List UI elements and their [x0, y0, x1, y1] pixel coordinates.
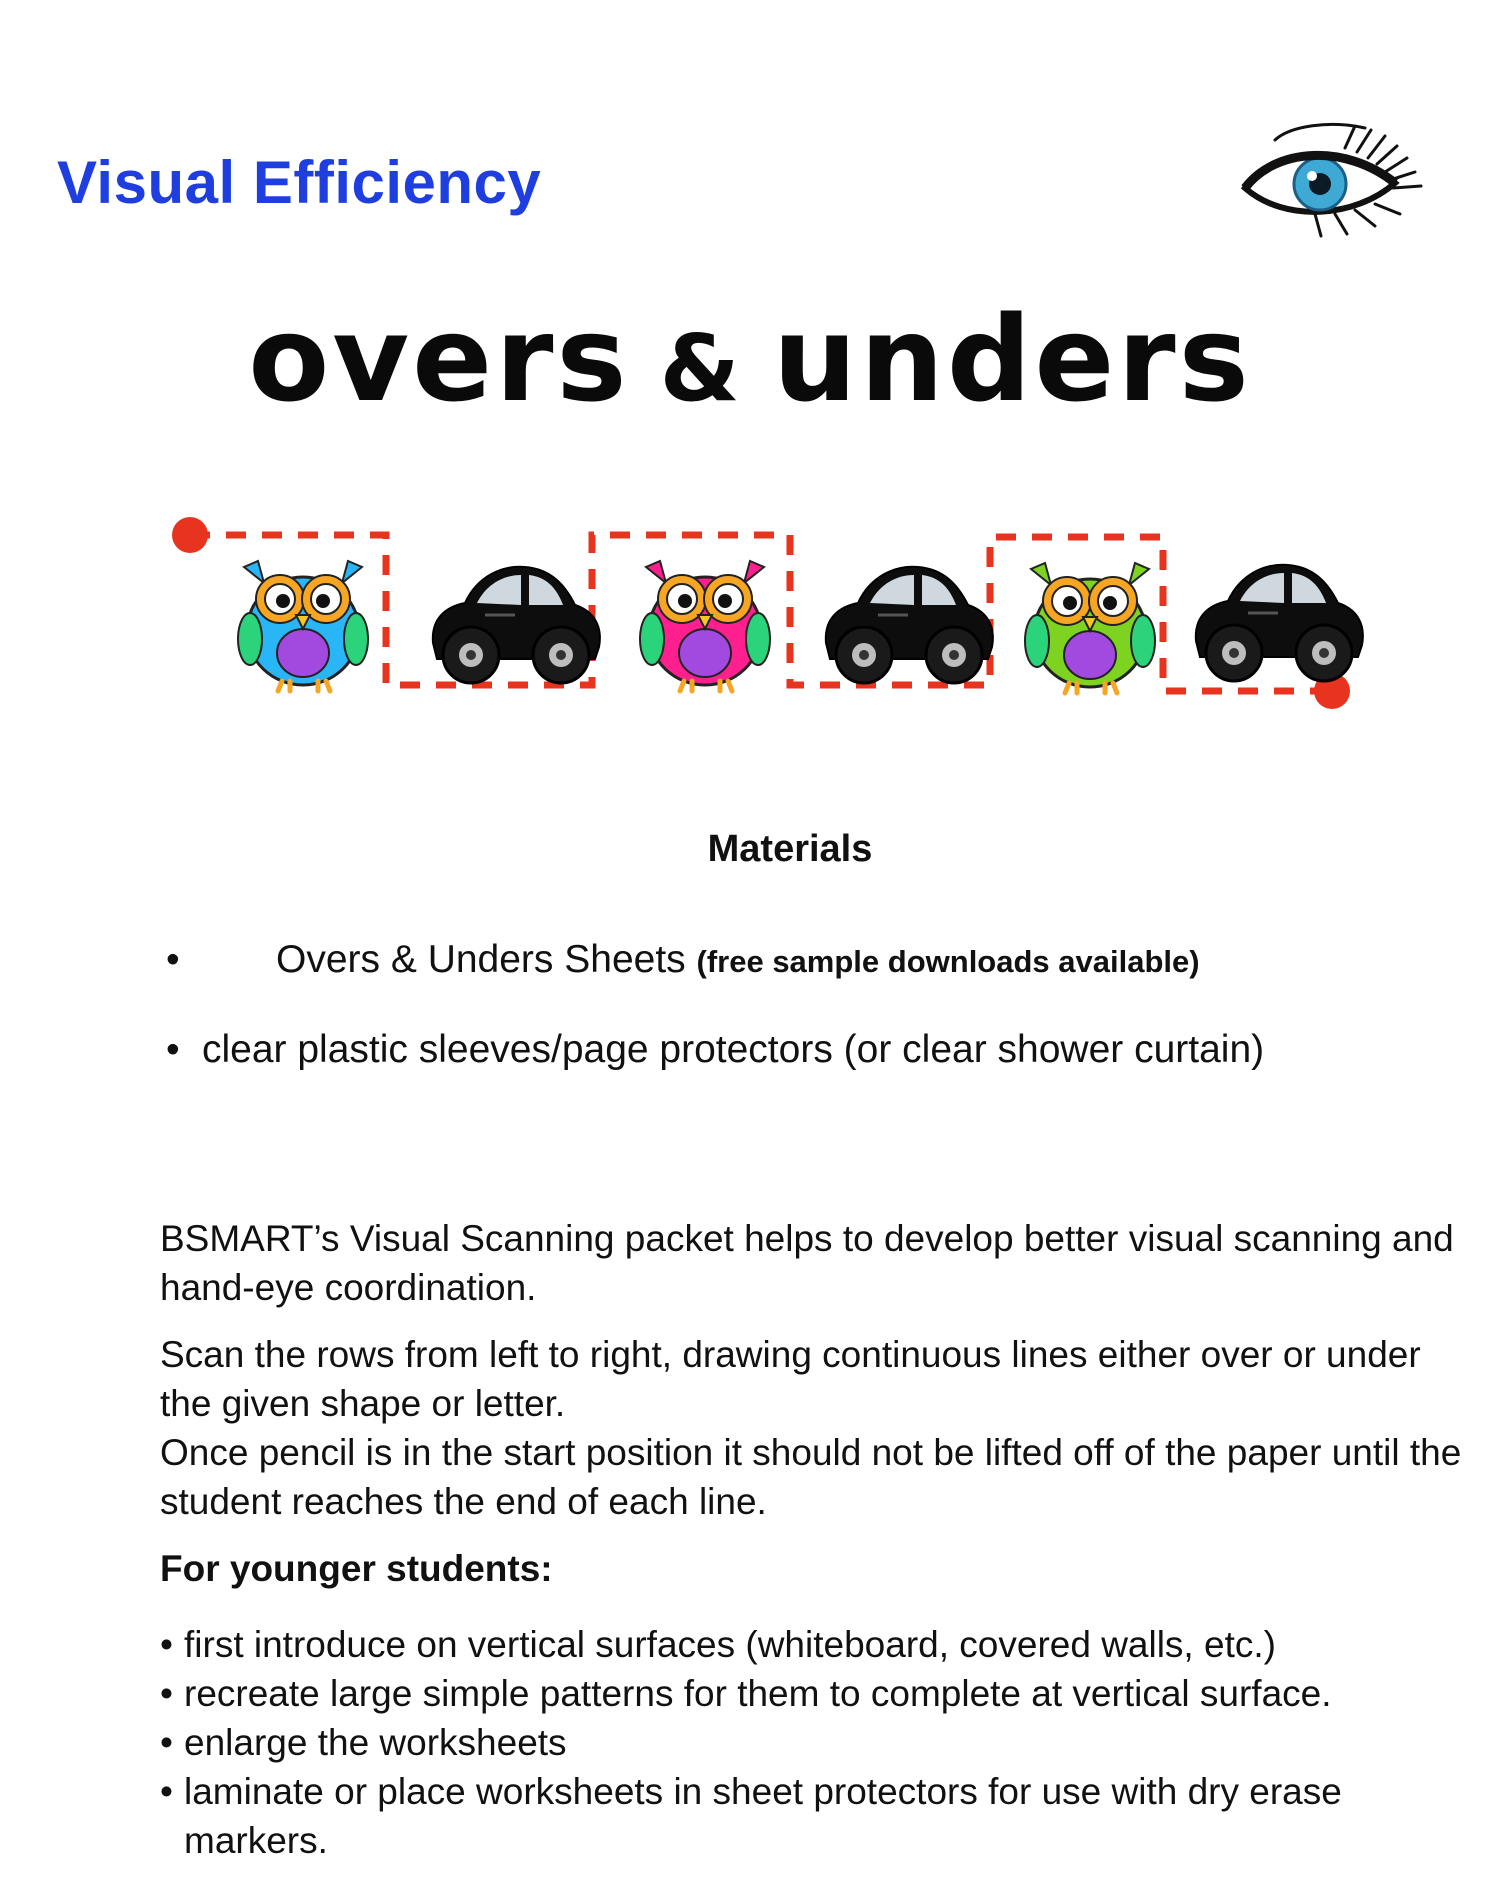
- materials-item-sheets: [166, 935, 1200, 987]
- list-item: • recreate large simple patterns for them to complete at vertical surface.: [158, 1669, 1488, 1718]
- materials-item-text: Overs & Unders Sheets: [276, 938, 697, 981]
- owl-3-icon: [1025, 563, 1155, 693]
- overs-unders-illustration: [160, 515, 1370, 720]
- brand-title: Visual Efficiency: [57, 149, 542, 216]
- car-3-icon: [1196, 565, 1363, 681]
- list-item: • enlarge the worksheets: [158, 1718, 1488, 1767]
- materials-heading: Materials: [707, 828, 873, 870]
- instructions-paragraph: [160, 1330, 1480, 1526]
- younger-students-heading: For younger students:: [160, 1548, 553, 1589]
- title-ampersand: &: [659, 315, 743, 422]
- bullet: •: [166, 938, 180, 981]
- title-word-overs: overs: [248, 290, 630, 428]
- main-title: [0, 290, 1500, 428]
- eye-icon: [1235, 118, 1425, 248]
- owl-2-icon: [640, 561, 770, 691]
- car-1-icon: [433, 567, 600, 683]
- bullet: •: [166, 1028, 180, 1071]
- materials-item-sleeves: [166, 1025, 1264, 1075]
- title-word-unders: unders: [772, 290, 1252, 428]
- materials-item-text: clear plastic sleeves/page protectors (or clear shower curtain): [202, 1028, 1265, 1071]
- list-item: • first introduce on vertical surfaces (whiteboard, covered walls, etc.): [158, 1620, 1488, 1669]
- younger-students-list: [158, 1620, 1488, 1865]
- description-paragraph: BSMART’s Visual Scanning packet helps to develop better visual scanning and hand-eye coordination.: [160, 1218, 1454, 1308]
- instructions-line: Scan the rows from left to right, drawing continuous lines either over or under the given shape or letter.: [160, 1334, 1421, 1424]
- owl-1-icon: [238, 561, 368, 691]
- car-2-icon: [826, 567, 993, 683]
- instructions-line: Once pencil is in the start position it should not be lifted off of the paper until the student reaches the end of each line.: [160, 1432, 1462, 1522]
- materials-item-note: (free sample downloads available): [696, 944, 1200, 979]
- list-item: • laminate or place worksheets in sheet protectors for use with dry erase markers.: [158, 1767, 1488, 1865]
